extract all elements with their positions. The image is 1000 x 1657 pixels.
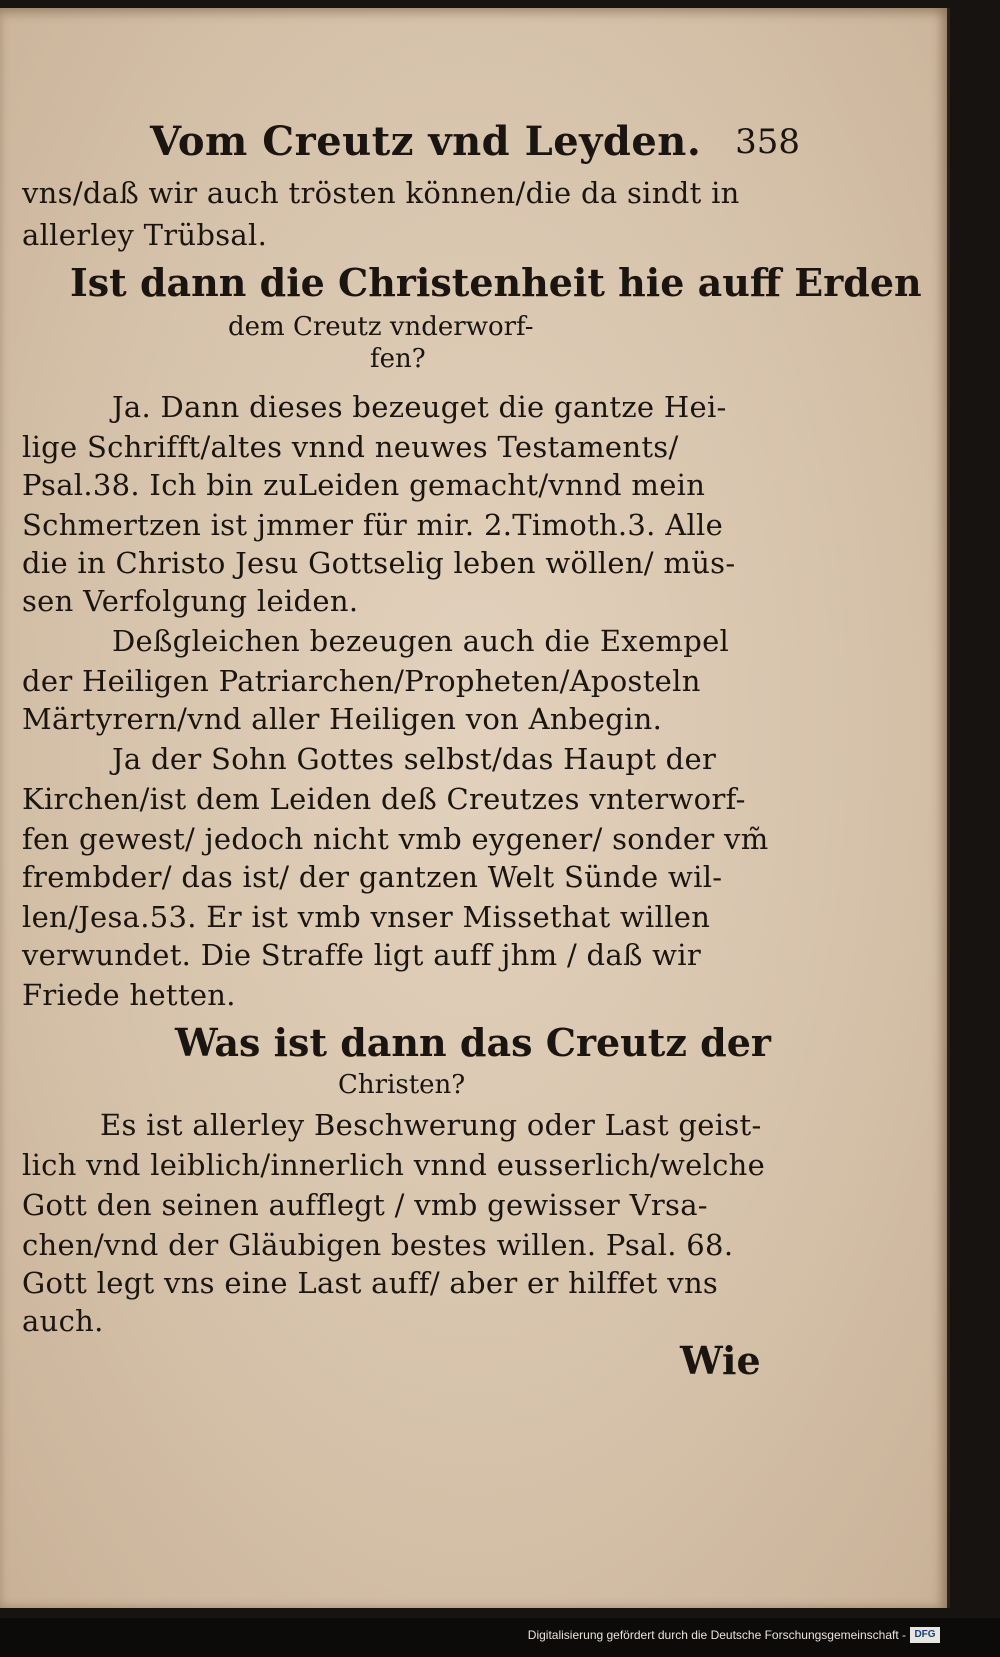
catchword: Wie	[680, 1338, 761, 1383]
dfg-logo: DFG	[910, 1627, 940, 1643]
text-line: der Heiligen Patriarchen/Propheten/Aposteln	[22, 664, 701, 698]
text-line: Ja der Sohn Gottes selbst/das Haupt der	[112, 742, 717, 776]
text-line: sen Verfolgung leiden.	[22, 584, 359, 618]
text-line: lich vnd leiblich/innerlich vnnd eusserlich/welche	[22, 1148, 766, 1182]
text-line: Gott legt vns eine Last auff/ aber er hilffet vns	[22, 1266, 719, 1300]
text-line: Schmertzen ist jmmer für mir. 2.Timoth.3. Alle	[22, 508, 724, 542]
text-line: chen/vnd der Gläubigen bestes willen. Psal. 68.	[22, 1228, 734, 1262]
text-line: frembder/ das ist/ der gantzen Welt Sünde wil-	[22, 860, 723, 894]
section-heading-line: Christen?	[338, 1070, 466, 1100]
text-line: allerley Trübsal.	[22, 218, 268, 252]
book-page	[0, 8, 950, 1608]
text-line: auch.	[22, 1304, 104, 1338]
text-line: Deßgleichen bezeugen auch die Exempel	[112, 624, 730, 658]
running-header	[150, 118, 800, 168]
text-line: Es ist allerley Beschwerung oder Last geist-	[100, 1108, 762, 1142]
section-heading-line: Was ist dann das Creutz der	[175, 1020, 771, 1065]
funding-notice: Digitalisierung gefördert durch die Deutsche Forschungsgemeinschaft -	[527, 1628, 906, 1642]
text-line: verwundet. Die Straffe ligt auff jhm / daß wir	[22, 938, 702, 972]
text-line: vns/daß wir auch trösten können/die da sindt in	[22, 176, 740, 210]
section-heading-line: Ist dann die Christenheit hie auff Erden	[70, 260, 922, 305]
text-line: Kirchen/ist dem Leiden deß Creutzes vnterworf-	[22, 782, 746, 816]
running-title: Vom Creutz vnd Leyden.	[150, 118, 702, 165]
text-line: die in Christo Jesu Gottselig leben wöllen/ müs-	[22, 546, 736, 580]
text-line: Gott den seinen aufflegt / vmb gewisser Vrsa-	[22, 1188, 708, 1222]
footer-bar	[0, 1618, 1000, 1657]
text-line: len/Jesa.53. Er ist vmb vnser Missethat willen	[22, 900, 711, 934]
section-heading-line: dem Creutz vnderworf-	[228, 312, 534, 342]
section-heading-line: fen?	[370, 344, 426, 374]
text-line: Märtyrern/vnd aller Heiligen von Anbegin.	[22, 702, 663, 736]
text-line: Ja. Dann dieses bezeuget die gantze Hei-	[112, 390, 727, 424]
text-line: fen gewest/ jedoch nicht vmb eygener/ sonder vm̃	[22, 822, 769, 856]
text-line: Friede hetten.	[22, 978, 236, 1012]
text-line: Psal.38. Ich bin zuLeiden gemacht/vnnd mein	[22, 468, 706, 502]
page-number: 358	[735, 122, 800, 162]
text-line: lige Schrifft/altes vnnd neuwes Testaments/	[22, 430, 679, 464]
